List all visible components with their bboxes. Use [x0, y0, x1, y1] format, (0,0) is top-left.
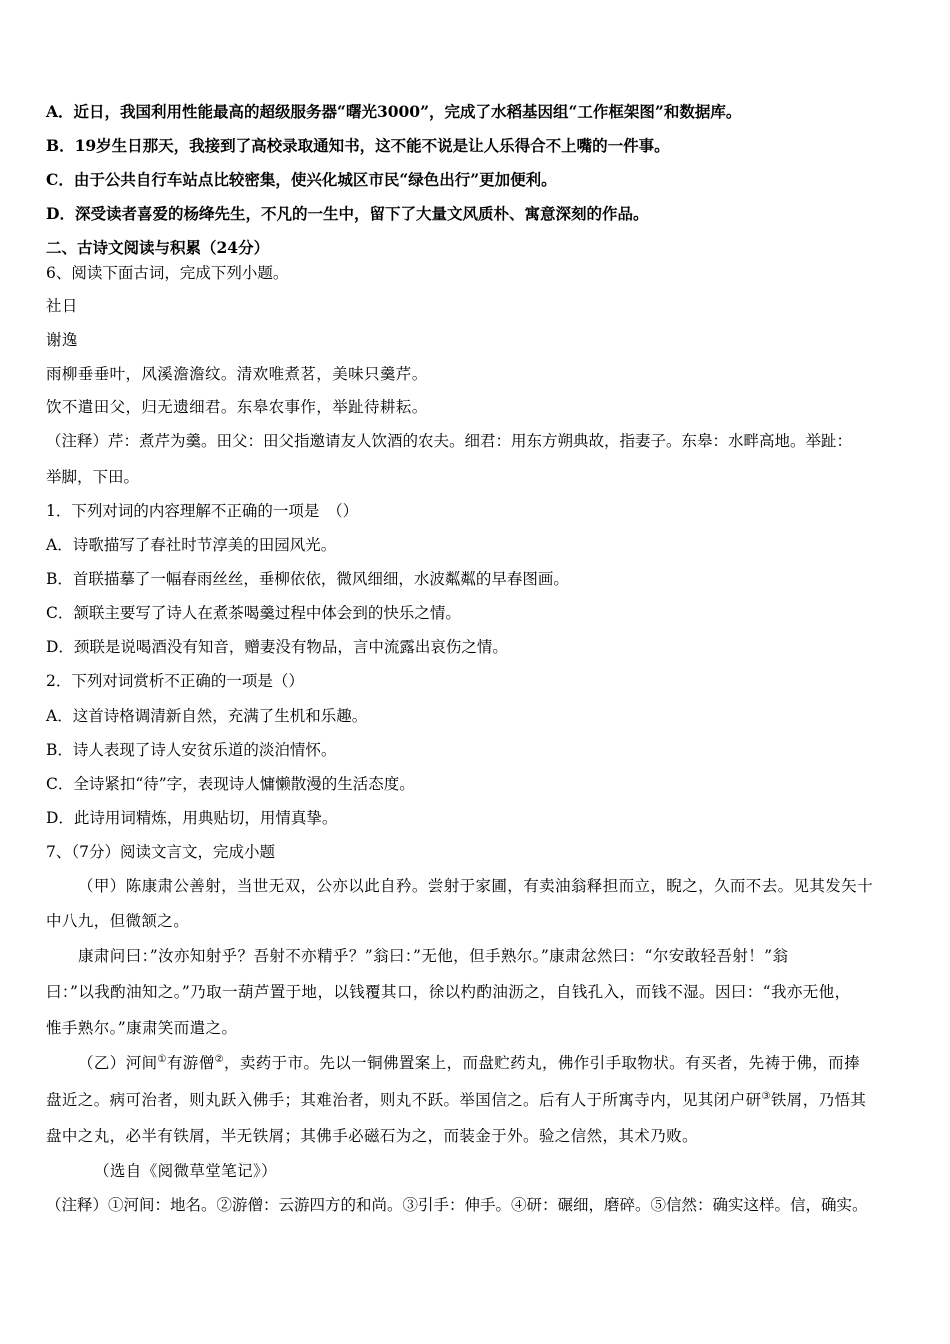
q5-option-a: A．近日，我国利用性能最高的超级服务器“曙光3000”，完成了水稻基因组“工作框架图”和数据库。 [46, 102, 742, 121]
q6-sub1-option-d: D．颈联是说喝酒没有知音，赠妻没有物品，言中流露出哀伤之情。 [46, 638, 508, 656]
q6-sub1-option-b: B．首联描摹了一幅春雨丝丝，垂柳依依，微风细细，水波粼粼的早春图画。 [46, 570, 569, 588]
q6-stem: 6、阅读下面古词，完成下列小题。 [46, 264, 289, 282]
jia2-line-1: 康肃问曰：”汝亦知射乎？吾射不亦精乎？”翁曰：”无他，但手熟尔。”康肃忿然曰：“尔安敢轻吾射！”翁 [78, 947, 789, 965]
q6-sub2-stem: 2．下列对词赏析不正确的一项是（） [46, 672, 304, 690]
q7-notes: （注释）①河间：地名。②游僧：云游四方的和尚。③引手：伸手。④研：碾细，磨碎。⑤信然：确实这样。信，确实。 [46, 1196, 868, 1214]
yi-line-2 [46, 1090, 866, 1110]
footnote-marker-1: ① [157, 1053, 167, 1065]
jia-line-1: （甲）陈康肃公善射，当世无双，公亦以此自矜。尝射于家圃，有卖油翁释担而立，睨之，久而不去。见其发矢十 [78, 877, 874, 895]
jia-line-2: 中八九，但微颔之。 [46, 912, 190, 930]
poem-title: 社日 [46, 297, 78, 315]
q5-option-c: C．由于公共自行车站点比较密集，使兴化城区市民“绿色出行”更加便利。 [46, 170, 557, 189]
q7-stem: 7、（7分）阅读文言文，完成小题 [46, 843, 275, 861]
yi-line-1-part-b: 有游僧 [166, 1054, 215, 1072]
jia2-line-3: 惟手熟尔。”康肃笑而遣之。 [46, 1019, 238, 1037]
poem-notes-line-2: 举脚，下田。 [46, 468, 140, 486]
source-citation: （选自《阅微草堂笔记》） [94, 1162, 278, 1180]
poem-author: 谢逸 [46, 331, 78, 349]
yi-line-2-part-a: 盘近之。病可治者，则丸跃入佛手；其难治者，则丸不跃。举国信之。后有人于所寓寺内，见其闭户研 [46, 1091, 762, 1109]
q5-option-d: D．深受读者喜爱的杨绛先生，不凡的一生中，留下了大量文风质朴、寓意深刻的作品。 [46, 204, 649, 223]
poem-line-2: 饮不遣田父，归无遗细君。东皋农事作，举趾待耕耘。 [46, 398, 428, 416]
q6-sub2-option-b: B．诗人表现了诗人安贫乐道的淡泊情怀。 [46, 741, 337, 759]
jia2-line-2: 曰：”以我酌油知之。”乃取一葫芦置于地，以钱覆其口，徐以杓酌油沥之，自钱孔入，而钱不湿。因曰：“我亦无他， [46, 983, 851, 1001]
q6-sub2-option-d: D．此诗用词精炼，用典贴切，用情真挚。 [46, 809, 338, 827]
q6-sub1-option-c: C．颔联主要写了诗人在煮茶喝羹过程中体会到的快乐之情。 [46, 604, 461, 622]
yi-line-1-part-a: （乙）河间 [78, 1054, 158, 1072]
q6-sub1-option-a: A．诗歌描写了春社时节淳美的田园风光。 [46, 536, 337, 554]
yi-line-3: 盘中之丸，必半有铁屑，半无铁屑；其佛手必磁石为之，而装金于外。验之信然，其术乃败。 [46, 1127, 698, 1145]
section-heading: 二、古诗文阅读与积累（24分） [46, 238, 270, 257]
footnote-marker-3: ③ [761, 1090, 771, 1102]
yi-line-1 [78, 1053, 860, 1073]
q6-sub2-option-c: C．全诗紧扣“待”字，表现诗人慵懒散漫的生活态度。 [46, 775, 415, 793]
poem-line-1: 雨柳垂垂叶，风溪澹澹纹。清欢唯煮茗，美味只羹芹。 [46, 365, 428, 383]
q6-sub2-option-a: A．这首诗格调清新自然，充满了生机和乐趣。 [46, 707, 368, 725]
yi-line-1-part-c: ，卖药于市。先以一铜佛置案上，而盘贮药丸，佛作引手取物状。有买者，先祷于佛，而捧 [223, 1054, 860, 1072]
footnote-marker-2: ② [214, 1053, 224, 1065]
poem-notes-line-1: （注释）芹：煮芹为羹。田父：田父指邀请友人饮酒的农夫。细君：用东方朔典故，指妻子。东皋：水畔高地。举趾： [46, 432, 853, 450]
q6-sub1-stem: 1．下列对词的内容理解不正确的一项是 （） [46, 502, 359, 520]
yi-line-2-part-b: 铁屑，乃悟其 [770, 1091, 867, 1109]
q5-option-b: B．19岁生日那天，我接到了高校录取通知书，这不能不说是让人乐得合不上嘴的一件事。 [46, 136, 670, 155]
